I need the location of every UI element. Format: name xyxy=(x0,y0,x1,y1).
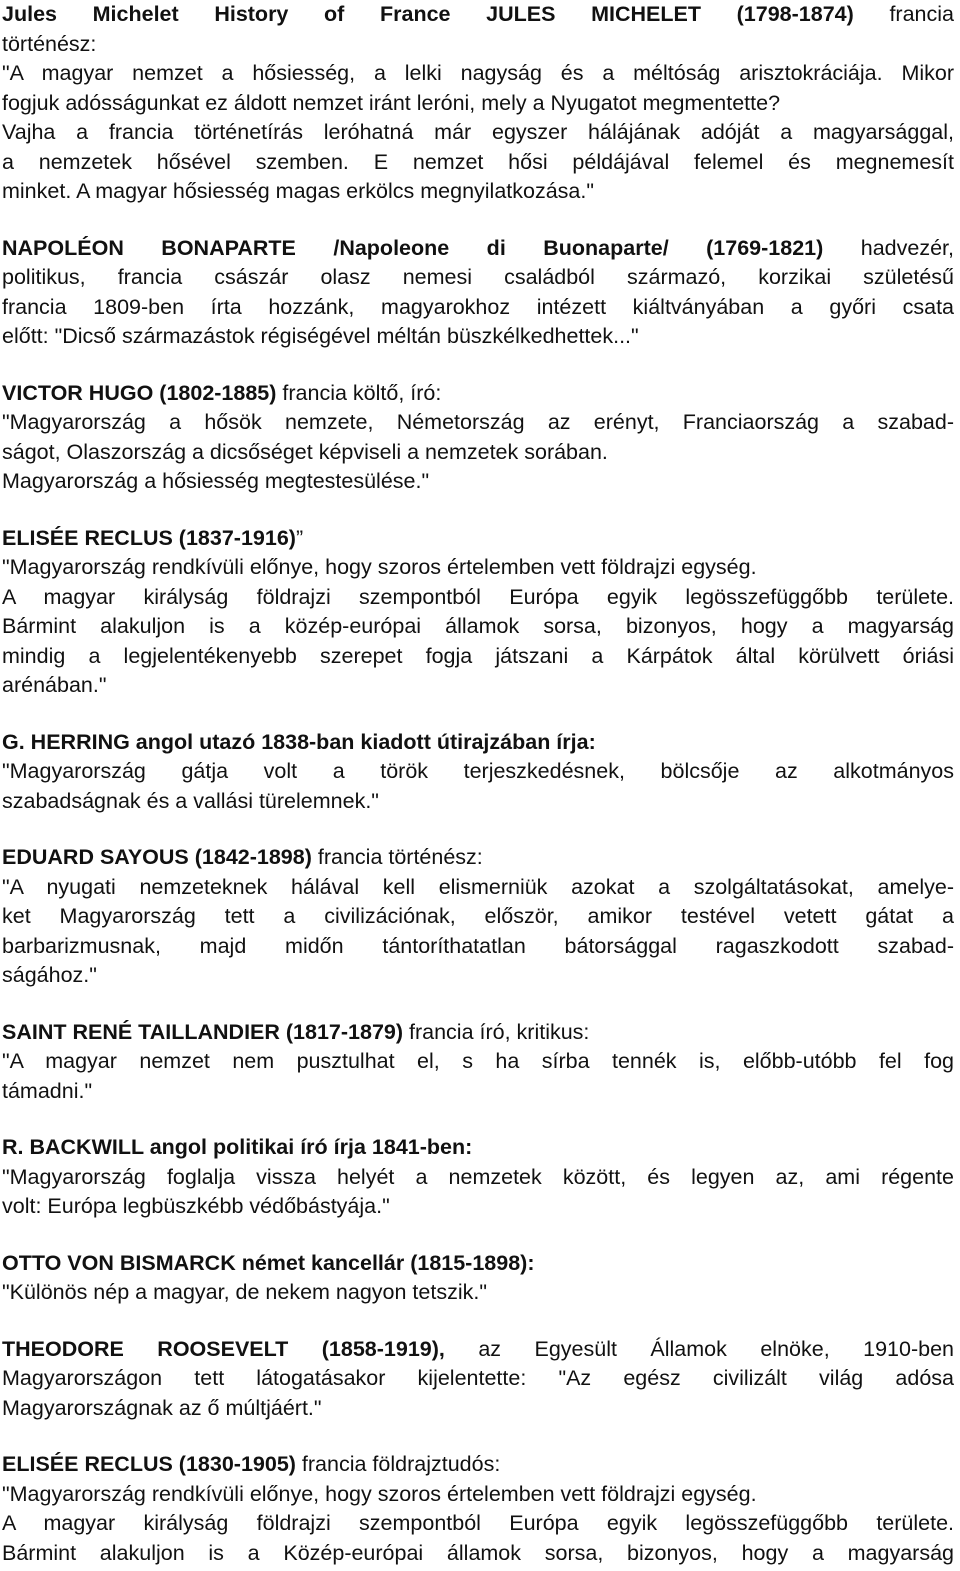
quote-text: történész: xyxy=(2,31,97,56)
text-line xyxy=(2,293,954,323)
text-line xyxy=(2,0,954,30)
text-line xyxy=(2,642,954,672)
quote-text: hadvezér, xyxy=(823,235,954,260)
author-heading: R. BACKWILL angol politikai író írja 1841-ben: xyxy=(2,1135,473,1159)
text-line xyxy=(2,1539,954,1569)
quote-text: mindig a legjelentékenyebb szerepet fogja játszani a Kárpátok által körülvett óriási xyxy=(2,643,954,668)
text-line xyxy=(2,787,954,817)
quote-text: "Magyarország rendkívüli előnye, hogy szoros értelemben vett földrajzi egység. xyxy=(2,1481,757,1506)
text-line xyxy=(2,843,954,873)
text-line xyxy=(2,1394,954,1424)
quote-text: "Különös nép a magyar, de nekem nagyon tetszik." xyxy=(2,1280,487,1304)
quote-text: ket Magyarország tett a civilizációnak, először, amikor testével vetett gátat a xyxy=(2,904,954,928)
text-line xyxy=(2,263,954,293)
text-line xyxy=(2,1278,954,1308)
text-line xyxy=(2,583,954,613)
quote-entry xyxy=(2,728,954,817)
quote-text: "A magyar nemzet nem pusztulhat el, s ha sírba tennék is, előbb-utóbb fel fog xyxy=(2,1049,954,1073)
text-line xyxy=(2,438,954,468)
author-heading: EDUARD SAYOUS (1842-1898) xyxy=(2,845,312,869)
text-line xyxy=(2,902,954,932)
text-line xyxy=(2,1047,954,1077)
quote-entry xyxy=(2,524,954,701)
quote-text: francia 1809-ben írta hozzánk, magyarokhoz intézett kiáltványában a győri csata xyxy=(2,294,954,319)
text-line xyxy=(2,553,954,583)
quote-text: támadni." xyxy=(2,1078,93,1103)
quote-entry xyxy=(2,1249,954,1308)
text-line xyxy=(2,118,954,148)
author-heading: NAPOLÉON BONAPARTE /Napoleone di Buonaparte/ (1769-1821) xyxy=(2,235,824,260)
quote-text: ságához." xyxy=(2,963,97,987)
author-heading: THEODORE ROOSEVELT (1858-1919), xyxy=(2,1336,445,1361)
author-heading: OTTO VON BISMARCK német kancellár (1815-1898): xyxy=(2,1250,535,1275)
text-line xyxy=(2,932,954,962)
text-line xyxy=(2,1364,954,1394)
quote-entry xyxy=(2,1133,954,1222)
text-line xyxy=(2,408,954,438)
quote-text: fogjuk adósságunkat ez áldott nemzet iránt leróni, mely a Nyugatot megmentette? xyxy=(2,90,781,115)
text-line xyxy=(2,148,954,178)
text-line xyxy=(2,30,954,60)
quote-text: minket. A magyar hősiesség magas erkölcs megnyilatkozása." xyxy=(2,179,594,203)
quote-text: barbarizmusnak, majd midőn tántoríthatatlan bátorsággal ragaszkodott szabad- xyxy=(2,933,954,958)
quote-text: francia költő, író: xyxy=(276,380,442,405)
author-heading: SAINT RENÉ TAILLANDIER (1817-1879) xyxy=(2,1019,404,1044)
text-line xyxy=(2,1077,954,1107)
document-page xyxy=(2,0,954,1568)
text-line xyxy=(2,524,954,554)
quote-text: arénában." xyxy=(2,673,107,697)
quote-text: "Magyarország foglalja vissza helyét a nemzetek között, és legyen az, ami régente xyxy=(2,1164,954,1189)
text-line xyxy=(2,612,954,642)
text-line xyxy=(2,234,954,264)
quote-text: "A nyugati nemzeteknek hálával kell elismerniük azokat a szolgáltatásokat, amelye- xyxy=(2,874,954,899)
text-line xyxy=(2,89,954,119)
quote-entry xyxy=(2,1450,954,1568)
quote-text: "A magyar nemzet a hősiesség, a lelki nagyság és a méltóság arisztokráciája. Mikor xyxy=(2,61,954,85)
quote-text: A magyar királyság földrajzi szempontból Európa egyik legösszefüggőbb területe. xyxy=(2,584,954,609)
text-line xyxy=(2,379,954,409)
text-line xyxy=(2,757,954,787)
text-line xyxy=(2,1509,954,1539)
text-line xyxy=(2,1133,954,1163)
quote-text: az Egyesült Államok elnöke, 1910-ben xyxy=(444,1336,954,1361)
quote-text: Magyarországnak az ő múltjáért." xyxy=(2,1395,322,1420)
quote-text: a nemzetek hősével szemben. E nemzet hősi példájával felemel és megnemesít xyxy=(2,149,954,174)
text-line xyxy=(2,1163,954,1193)
quote-text: politikus, francia császár olasz nemesi családból származó, korzikai születésű xyxy=(2,265,954,289)
quote-text: Vajha a francia történetírás leróhatná már egyszer hálájának adóját a magyarsággal, xyxy=(2,120,954,144)
text-line xyxy=(2,322,954,352)
text-line xyxy=(2,1335,954,1365)
author-heading: ELISÉE RECLUS (1837-1916) xyxy=(2,525,296,550)
quote-text: szabadságnak és a vallási türelemnek." xyxy=(2,788,379,813)
text-line xyxy=(2,873,954,903)
text-line xyxy=(2,467,954,497)
quote-text: Bármint alakuljon is a Közép-európai államok sorsa, bizonyos, hogy a magyarság xyxy=(2,1540,954,1565)
author-heading: Jules Michelet History of France JULES MICHELET (1798-1874) xyxy=(2,2,854,26)
quote-text: francia földrajztudós: xyxy=(295,1452,501,1476)
text-line xyxy=(2,728,954,758)
quote-entry xyxy=(2,1018,954,1107)
quote-entry xyxy=(2,843,954,991)
text-line xyxy=(2,1249,954,1279)
text-line xyxy=(2,1450,954,1480)
text-line xyxy=(2,1480,954,1510)
quote-text: "Magyarország rendkívüli előnye, hogy szoros értelemben vett földrajzi egység. xyxy=(2,555,757,579)
quote-text: Magyarország a hősiesség megtestesülése." xyxy=(2,469,430,493)
quote-entry xyxy=(2,234,954,352)
text-line xyxy=(2,177,954,207)
quote-text: "Magyarország gátja volt a török terjeszkedésnek, bölcsője az alkotmányos xyxy=(2,759,954,783)
quote-text: Bármint alakuljon is a közép-európai államok sorsa, bizonyos, hogy a magyarság xyxy=(2,614,954,638)
author-heading: ELISÉE RECLUS (1830-1905) xyxy=(2,1452,296,1476)
quote-text: A magyar királyság földrajzi szempontból Európa egyik legösszefüggőbb területe. xyxy=(2,1511,954,1535)
quote-text: volt: Európa legbüszkébb védőbástyája." xyxy=(2,1194,390,1218)
author-heading: VICTOR HUGO (1802-1885) xyxy=(2,380,277,405)
quote-text: ságot, Olaszország a dicsőséget képviseli a nemzetek sorában. xyxy=(2,439,608,464)
text-line xyxy=(2,671,954,701)
quote-text: előtt: "Dicső származástok régiségével méltán büszkélkedhettek..." xyxy=(2,324,639,348)
quote-text: francia történész: xyxy=(311,845,483,869)
quote-entry xyxy=(2,1335,954,1424)
quote-text: ” xyxy=(295,525,304,550)
quote-text: Magyarországon tett látogatásakor kijelentette: "Az egész civilizált világ adósa xyxy=(2,1366,954,1390)
quote-text: francia xyxy=(853,2,954,26)
quote-text: "Magyarország a hősök nemzete, Németország az erényt, Franciaország a szabad- xyxy=(2,410,954,434)
text-line xyxy=(2,1192,954,1222)
text-line xyxy=(2,1018,954,1048)
quote-text: francia író, kritikus: xyxy=(403,1019,590,1044)
quote-entry xyxy=(2,0,954,207)
text-line xyxy=(2,961,954,991)
author-heading: G. HERRING angol utazó 1838-ban kiadott útirajzában írja: xyxy=(2,729,596,754)
text-line xyxy=(2,59,954,89)
quote-entry xyxy=(2,379,954,497)
